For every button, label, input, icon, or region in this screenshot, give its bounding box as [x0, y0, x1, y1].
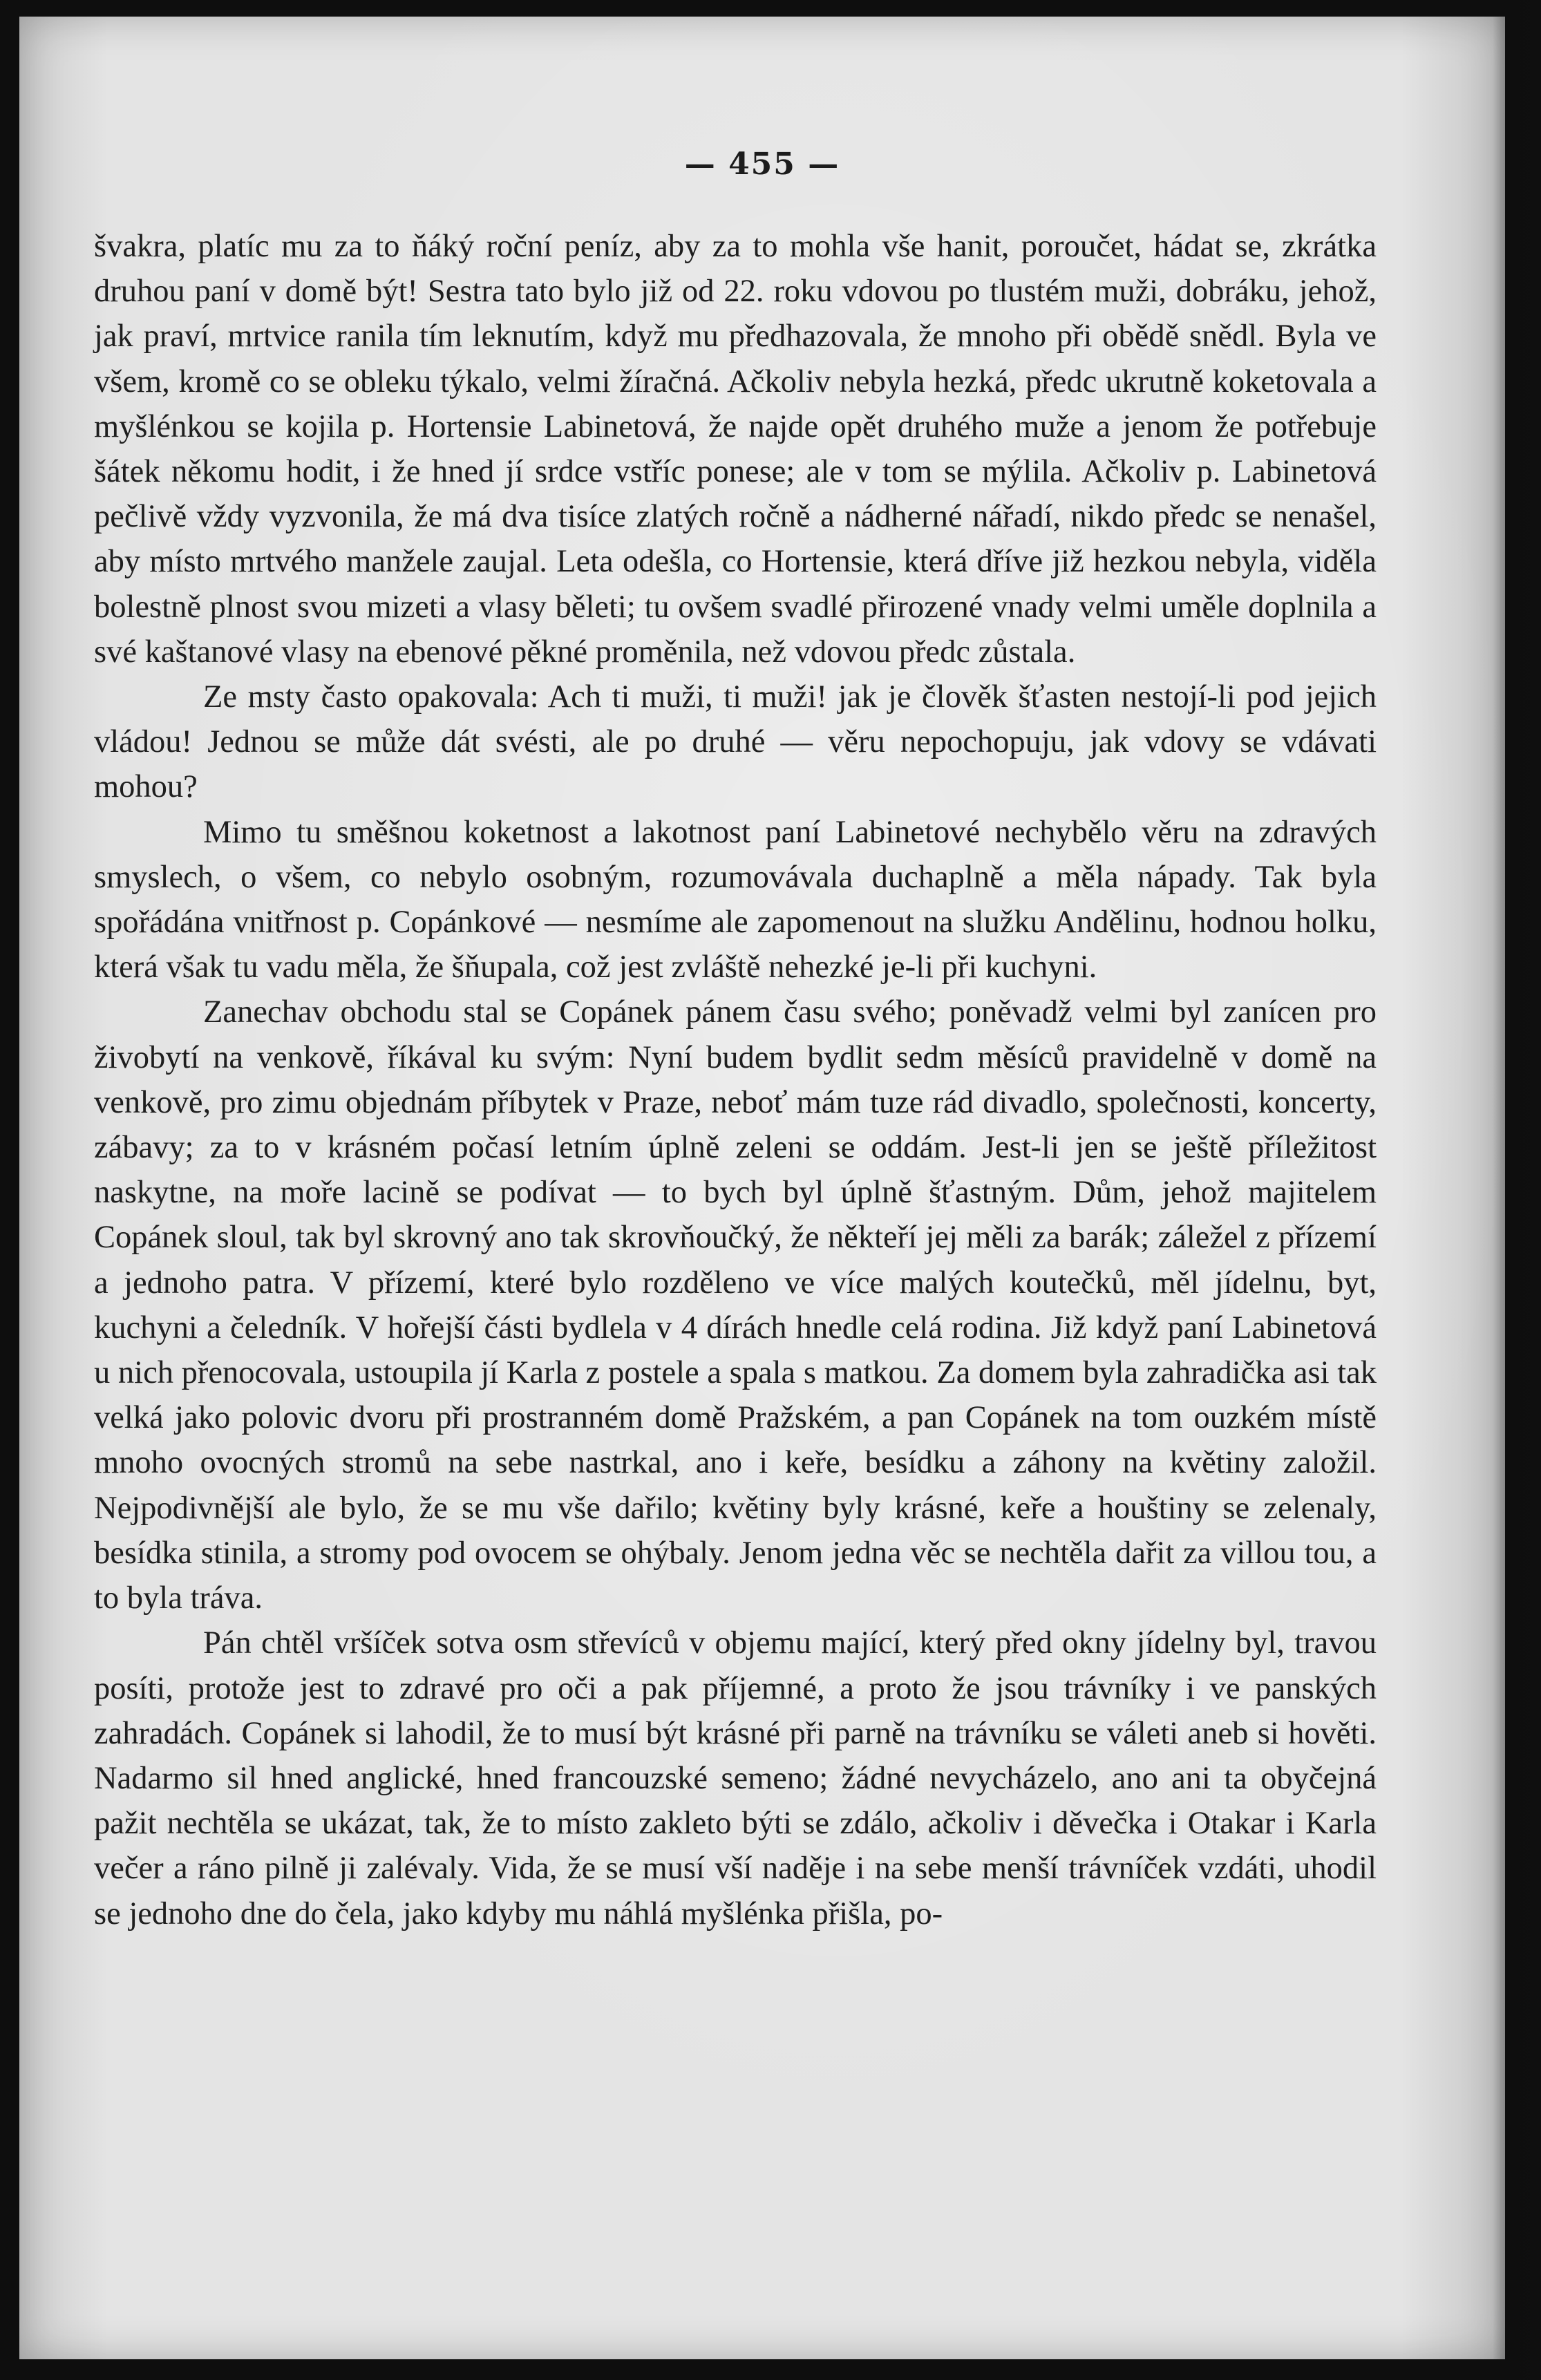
paragraph-2: Ze msty často opakovala: Ach ti muži, ti muži! jak je člověk šťasten nestojí-li pod jejich vládou! Jednou se může dát svésti, ale po druhé — věru nepochopuju, jak vdovy se vdávati mohou?	[94, 679, 1377, 805]
page-number: — 455 —	[684, 147, 840, 182]
scan-edge-shadow	[1493, 0, 1541, 2380]
paragraph-3: Mimo tu směšnou koketnost a lakotnost paní Labinetové nechybělo věru na zdravých smyslech, o všem, co nebylo osobným, rozumovávala duchaplně a měla nápady. Tak byla spořádána vnitřnost p. Copánkové — nesmíme ale zapomenout na služku Andělinu, hodnou holku, která však tu vadu měla, že šňupala, což jest zvláště nehezké je-li při kuchyni.	[94, 814, 1377, 985]
book-page	[19, 17, 1505, 2359]
body-text	[94, 224, 1377, 1936]
paragraph-1: švakra, platíc mu za to ňáký roční peníz, aby za to mohla vše hanit, poroučet, hádat se, zkrátka druhou paní v domě být! Sestra tato bylo již od 22. roku vdovou po tlustém muži, dobráku, jehož, jak praví, mrtvice ranila tím leknutím, když mu předhazovala, že mnoho při obědě snědl. Byla ve všem, kromě co se obleku týkalo, velmi žíračná. Ačkoliv nebyla hezká, předc ukrutně koketovala a myšlénkou se kojila p. Hortensie Labinetová, že najde opět druhého muže a jenom že potřebuje šátek někomu hodit, i že hned jí srdce vstříc ponese; ale v tom se mýlila. Ačkoliv p. Labinetová pečlivě vždy vyzvonila, že má dva tisíce zlatých ročně a nádherné nářadí, nikdo předc se nenašel, aby místo mrtvého manžele zaujal. Leta odešla, co Hortensie, která dříve již hezkou nebyla, viděla bolestně plnost svou mizeti a vlasy běleti; tu ovšem svadlé přirozené vnady velmi uměle doplnila a své kaštanové vlasy na ebenové pěkné proměnila, než vdovou předc zůstala.	[94, 229, 1377, 670]
paragraph-4: Zanechav obchodu stal se Copánek pánem času svého; poněvadž velmi byl zanícen pro živobytí na venkově, říkával ku svým: Nyní budem bydlit sedm měsíců pravidelně v domě na venkově, pro zimu objednám příbytek v Praze, neboť mám tuze rád divadlo, společnosti, koncerty, zábavy; za to v krásném počasí letním úplně zeleni se oddám. Jest-li jen se ještě příležitost naskytne, na moře lacině se podívat — to bych byl úplně šťastným. Dům, jehož majitelem Copánek sloul, tak byl skrovný ano tak skrovňoučký, že někteří jej měli za barák; záležel z přízemí a jednoho patra. V přízemí, které bylo rozděleno ve více malých koutečků, měl jídelnu, byt, kuchyni a čeledník. V hořejší části bydlela v 4 dírách hnedle celá rodina. Již když paní Labinetová u nich přenocovala, ustoupila jí Karla z postele a spala s matkou. Za domem byla zahradička asi tak velká jako polovic dvoru při prostranném domě Pražském, a pan Copánek na tom ouzkém místě mnoho ovocných stromů na sebe nastrkal, ano i keře, besídku a záhony na květiny založil. Nejpodivnější ale bylo, že se mu vše dařilo; květiny byly krásné, keře a houštiny se zelenaly, besídka stinila, a stromy pod ovocem se ohýbaly. Jenom jedna věc se nechtěla dařit za villou tou, a to byla tráva.	[94, 994, 1377, 1616]
paragraph-5: Pán chtěl vršíček sotva osm střevíců v objemu mající, který před okny jídelny byl, travou posíti, protože jest to zdravé pro oči a pak příjemné, a proto že jsou trávníky i ve panských zahradách. Copánek si lahodil, že to musí být krásné při parně na trávníku se váleti aneb si hověti. Nadarmo sil hned anglické, hned francouzské semeno; žádné nevycházelo, ano ani ta obyčejná pažit nechtěla se ukázat, tak, že to místo zakleto býti se zdálo, ačkoliv i děvečka i Otakar i Karla večer a ráno pilně ji zalévaly. Vida, že se musí vší naděje i na sebe menší trávníček vzdáti, uhodil se jednoho dne do čela, jako kdyby mu náhlá myšlénka přišla, po-	[94, 1625, 1377, 1932]
